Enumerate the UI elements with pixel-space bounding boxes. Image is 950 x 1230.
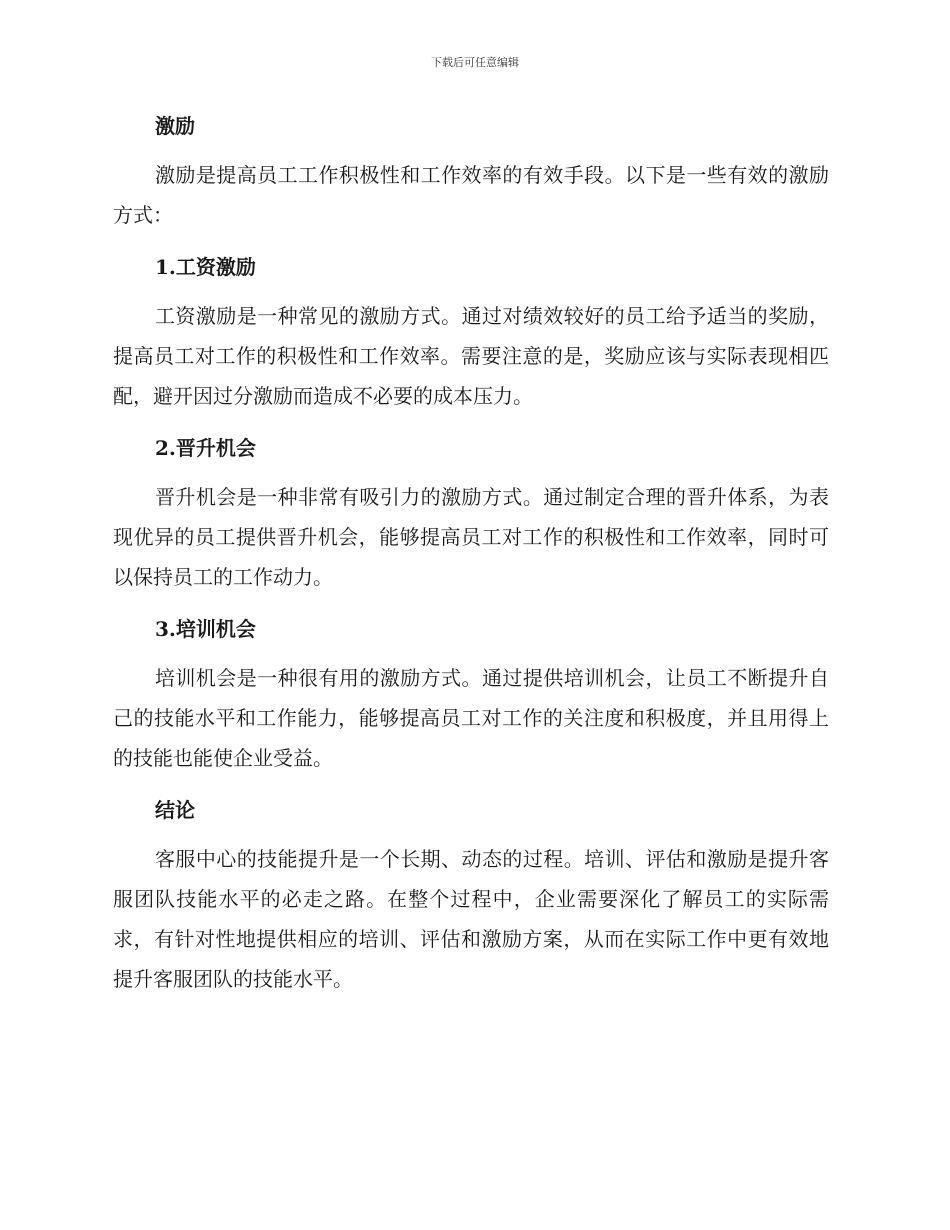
section-heading: 1.工资激励 [155, 255, 256, 279]
section-conclusion [113, 788, 829, 999]
section-paragraph: 晋升机会是一种非常有吸引力的激励方式。通过制定合理的晋升体系，为表现优异的员工提供晋升机会，能够提高员工对工作的积极性和工作效率，同时可以保持员工的工作动力。 [113, 485, 829, 589]
section-paragraph: 客服中心的技能提升是一个长期、动态的过程。培训、评估和激励是提升客服团队技能水平的必走之路。在整个过程中，企业需要深化了解员工的实际需求，有针对性地提供相应的培训、评估和激励方案，从而在实际工作中更有效地提升客服团队的技能水平。 [113, 847, 829, 991]
section-training [113, 607, 829, 778]
section-heading: 3.培训机会 [155, 617, 256, 641]
document-body [113, 104, 829, 1009]
section-heading: 结论 [155, 798, 195, 822]
section-salary-incentive [113, 245, 829, 416]
section-paragraph: 激励是提高员工工作积极性和工作效率的有效手段。以下是一些有效的激励方式： [113, 163, 829, 227]
header-note: 下载后可任意编辑 [431, 56, 519, 69]
section-incentives [113, 104, 829, 235]
section-heading: 2.晋升机会 [155, 436, 256, 460]
section-promotion [113, 426, 829, 597]
section-paragraph: 培训机会是一种很有用的激励方式。通过提供培训机会，让员工不断提升自己的技能水平和工作能力，能够提高员工对工作的关注度和积极度，并且用得上的技能也能使企业受益。 [113, 666, 829, 770]
section-paragraph: 工资激励是一种常见的激励方式。通过对绩效较好的员工给予适当的奖励，提高员工对工作的积极性和工作效率。需要注意的是，奖励应该与实际表现相匹配，避开因过分激励而造成不必要的成本压力。 [113, 304, 829, 408]
section-heading: 激励 [155, 114, 195, 138]
